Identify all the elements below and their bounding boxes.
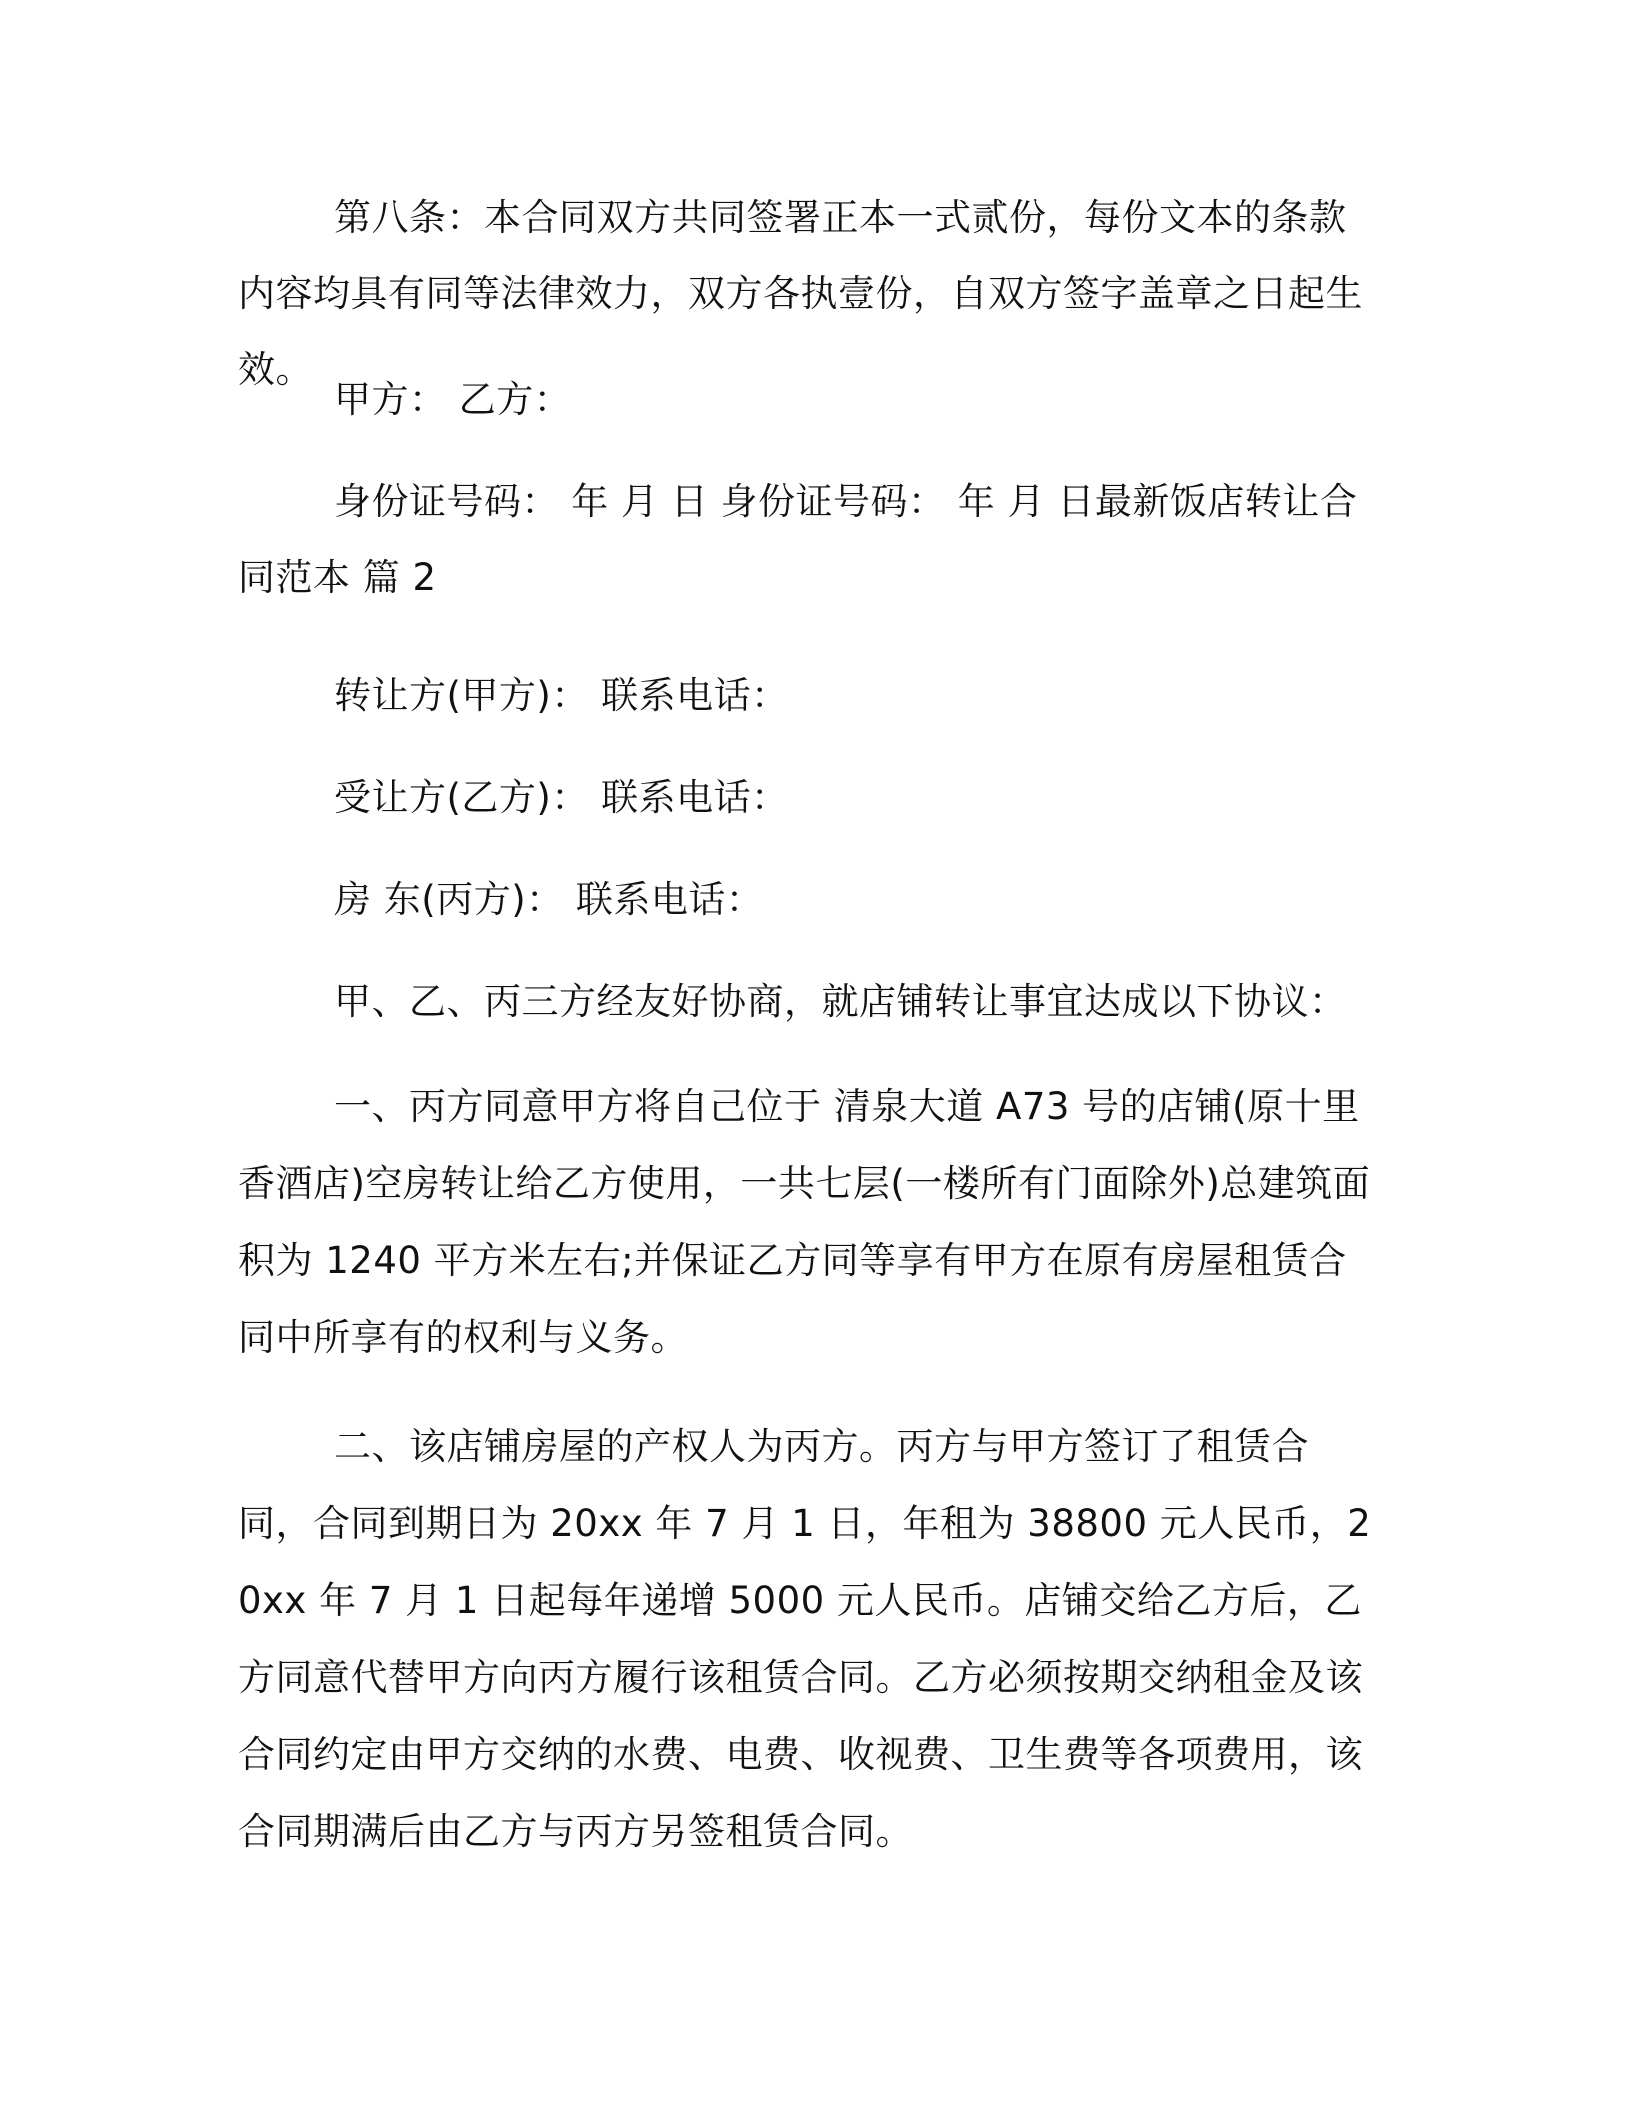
transferor-line: 转让方(甲方)： 联系电话： xyxy=(334,674,789,717)
clause-eight-paragraph: 第八条：本合同双方共同签署正本一式贰份，每份文本的条款内容均具有同等法律效力，双方各执壹份，自双方签字盖章之日起生效。 xyxy=(238,196,1363,391)
landlord-line: 房 东(丙方)： 联系电话： xyxy=(334,878,764,921)
id-number-line: 身份证号码： 年 月 日 身份证号码： 年 月 日最新饭店转让合同范本 篇 2 xyxy=(238,480,1358,599)
agreement-intro-paragraph: 甲、乙、丙三方经友好协商，就店铺转让事宜达成以下协议： xyxy=(334,980,1347,1023)
transferee-line: 受让方(乙方)： 联系电话： xyxy=(334,776,789,819)
article-one-paragraph: 一、丙方同意甲方将自己位于 清泉大道 A73 号的店铺(原十里香酒店)空房转让给乙方使用，一共七层(一楼所有门面除外)总建筑面积为 1240 平方米左右;并保证乙方同等享有甲方在原有房屋租赁合同中所享有的权利与义务。 xyxy=(238,1085,1371,1359)
article-two-paragraph: 二、该店铺房屋的产权人为丙方。丙方与甲方签订了租赁合同，合同到期日为 20xx 年 7 月 1 日，年租为 38800 元人民币，20xx 年 7 月 1 日起每年递增 5000 元人民币。店铺交给乙方后，乙方同意代替甲方向丙方履行该租赁合同。乙方必须按期交纳租金及该合同约定由甲方交纳的水费、电费、收视费、卫生费等各项费用，该合同期满后由乙方与丙方另签租赁合同。 xyxy=(238,1425,1372,1853)
party-a-b-line: 甲方： 乙方： xyxy=(334,378,572,421)
